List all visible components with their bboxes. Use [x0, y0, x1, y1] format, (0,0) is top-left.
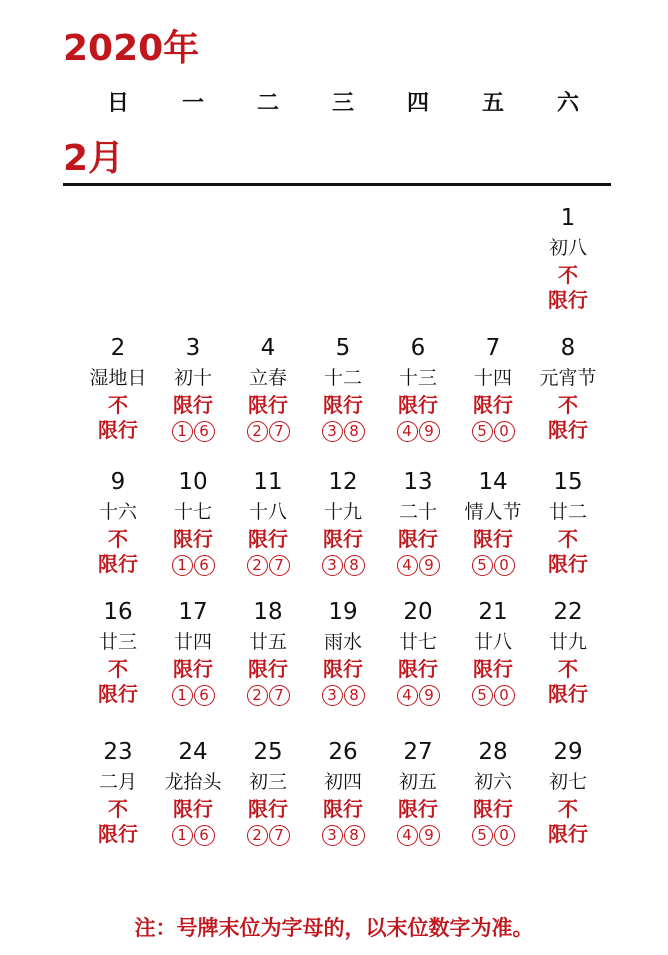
day-number: 29 [553, 739, 583, 765]
circled-digit: 9 [419, 555, 440, 576]
circled-digit: 4 [397, 685, 418, 706]
lunar-date: 廿七 [398, 631, 437, 653]
restriction-status-line2: 限行 [548, 682, 588, 706]
lunar-date: 初五 [398, 771, 437, 793]
lunar-date: 廿三 [98, 631, 137, 653]
day-number: 28 [478, 739, 508, 765]
day-number: 1 [560, 205, 576, 231]
circled-digit: 2 [247, 555, 268, 576]
day-number: 8 [560, 335, 576, 361]
circled-digit: 3 [322, 685, 343, 706]
day-number: 5 [335, 335, 351, 361]
restricted-plate-digits [378, 552, 458, 577]
calendar-day-cell [378, 333, 458, 443]
lunar-date: 二十 [398, 501, 437, 523]
restriction-status: 限行 [398, 527, 438, 551]
restriction-status: 限行 [398, 797, 438, 821]
restriction-status: 限行 [173, 797, 213, 821]
day-number: 12 [328, 469, 358, 495]
restriction-status-line2: 限行 [548, 822, 588, 846]
restriction-status: 不 [108, 527, 128, 551]
lunar-date: 立春 [248, 367, 287, 389]
circled-digit: 1 [172, 555, 193, 576]
circled-digit: 5 [472, 555, 493, 576]
restricted-plate-digits [453, 418, 533, 443]
calendar-day-cell [78, 467, 158, 577]
restricted-plate-digits [228, 552, 308, 577]
day-number: 3 [185, 335, 201, 361]
restriction-status: 限行 [398, 393, 438, 417]
circled-digit: 0 [494, 825, 515, 846]
circled-digit: 6 [194, 825, 215, 846]
year-title: 2020年 [63, 28, 200, 69]
calendar-day-cell [153, 467, 233, 577]
restriction-status: 限行 [323, 657, 363, 681]
header-divider [63, 183, 611, 186]
calendar-day-cell [153, 737, 233, 847]
restriction-status-line2: 限行 [548, 288, 588, 312]
circled-digit: 4 [397, 555, 418, 576]
circled-digit: 9 [419, 825, 440, 846]
circled-digit: 7 [269, 825, 290, 846]
lunar-date: 廿四 [173, 631, 212, 653]
day-number: 2 [110, 335, 126, 361]
restriction-status-line2: 限行 [548, 418, 588, 442]
calendar-day-cell [378, 467, 458, 577]
lunar-date: 龙抬头 [164, 771, 222, 793]
restricted-plate-digits [153, 552, 233, 577]
calendar-day-cell [378, 737, 458, 847]
lunar-date: 十九 [323, 501, 362, 523]
circled-digit: 6 [194, 421, 215, 442]
calendar-day-cell [528, 467, 608, 577]
day-number: 23 [103, 739, 133, 765]
day-number: 21 [478, 599, 508, 625]
circled-digit: 8 [344, 555, 365, 576]
day-number: 26 [328, 739, 358, 765]
weekday-label: 三 [331, 91, 354, 116]
calendar-day-cell [453, 467, 533, 577]
calendar-day-cell [78, 737, 158, 847]
circled-digit: 8 [344, 685, 365, 706]
day-number: 10 [178, 469, 208, 495]
restriction-status: 不 [558, 527, 578, 551]
lunar-date: 湿地日 [89, 367, 147, 389]
restricted-plate-digits [153, 822, 233, 847]
day-number: 16 [103, 599, 133, 625]
restricted-plate-digits [228, 822, 308, 847]
calendar-day-cell [228, 333, 308, 443]
day-number: 7 [485, 335, 501, 361]
restriction-status: 限行 [248, 797, 288, 821]
weekday-label: 二 [256, 91, 279, 116]
restriction-status: 限行 [173, 657, 213, 681]
calendar-day-cell [78, 597, 158, 707]
weekday-label: 五 [481, 91, 504, 116]
circled-digit: 5 [472, 685, 493, 706]
circled-digit: 0 [494, 685, 515, 706]
day-number: 15 [553, 469, 583, 495]
day-number: 27 [403, 739, 433, 765]
restriction-status-line2: 限行 [98, 418, 138, 442]
restriction-status: 限行 [173, 527, 213, 551]
calendar-day-cell [153, 333, 233, 443]
lunar-date: 雨水 [323, 631, 362, 653]
restriction-status: 不 [558, 263, 578, 287]
restricted-plate-digits [453, 552, 533, 577]
day-number: 24 [178, 739, 208, 765]
circled-digit: 7 [269, 421, 290, 442]
calendar-day-cell [453, 597, 533, 707]
circled-digit: 9 [419, 421, 440, 442]
lunar-date: 情人节 [464, 501, 522, 523]
footer-note: 注：号牌末位为字母的，以末位数字为准。 [134, 916, 534, 940]
calendar-day-cell [303, 467, 383, 577]
lunar-date: 十八 [248, 501, 287, 523]
circled-digit: 3 [322, 825, 343, 846]
restriction-status-line2: 限行 [98, 552, 138, 576]
lunar-date: 十二 [323, 367, 362, 389]
restricted-plate-digits [303, 552, 383, 577]
circled-digit: 5 [472, 421, 493, 442]
calendar-day-cell [528, 737, 608, 847]
lunar-date: 廿九 [548, 631, 587, 653]
circled-digit: 3 [322, 421, 343, 442]
circled-digit: 2 [247, 685, 268, 706]
day-number: 4 [260, 335, 276, 361]
day-number: 20 [403, 599, 433, 625]
weekday-label: 日 [106, 91, 129, 116]
restriction-status: 限行 [473, 393, 513, 417]
restricted-plate-digits [453, 822, 533, 847]
lunar-date: 初七 [548, 771, 587, 793]
day-number: 17 [178, 599, 208, 625]
calendar-day-cell [378, 597, 458, 707]
circled-digit: 7 [269, 555, 290, 576]
day-number: 19 [328, 599, 358, 625]
restriction-status: 不 [558, 393, 578, 417]
restricted-plate-digits [303, 418, 383, 443]
weekday-label: 六 [556, 91, 579, 116]
lunar-date: 初四 [323, 771, 362, 793]
restriction-status: 限行 [323, 393, 363, 417]
day-number: 14 [478, 469, 508, 495]
restriction-status: 限行 [473, 657, 513, 681]
circled-digit: 8 [344, 421, 365, 442]
lunar-date: 二月 [98, 771, 137, 793]
circled-digit: 4 [397, 825, 418, 846]
weekday-header [0, 86, 668, 116]
day-number: 6 [410, 335, 426, 361]
calendar-day-cell [453, 333, 533, 443]
lunar-date: 廿二 [548, 501, 587, 523]
circled-digit: 2 [247, 421, 268, 442]
restriction-status-line2: 限行 [98, 822, 138, 846]
lunar-date: 初十 [173, 367, 212, 389]
lunar-date: 元宵节 [539, 367, 597, 389]
day-number: 25 [253, 739, 283, 765]
lunar-date: 初八 [548, 237, 587, 259]
calendar-day-cell [228, 737, 308, 847]
lunar-date: 初六 [473, 771, 512, 793]
circled-digit: 4 [397, 421, 418, 442]
circled-digit: 1 [172, 825, 193, 846]
restricted-plate-digits [378, 682, 458, 707]
circled-digit: 0 [494, 421, 515, 442]
calendar-day-cell [528, 333, 608, 443]
circled-digit: 6 [194, 555, 215, 576]
restriction-status: 限行 [248, 657, 288, 681]
restriction-status: 不 [108, 657, 128, 681]
circled-digit: 9 [419, 685, 440, 706]
restriction-status: 限行 [173, 393, 213, 417]
restricted-plate-digits [453, 682, 533, 707]
day-number: 22 [553, 599, 583, 625]
day-number: 13 [403, 469, 433, 495]
restricted-plate-digits [228, 418, 308, 443]
lunar-date: 廿五 [248, 631, 287, 653]
restriction-status: 不 [558, 657, 578, 681]
circled-digit: 8 [344, 825, 365, 846]
circled-digit: 6 [194, 685, 215, 706]
restriction-status: 不 [108, 797, 128, 821]
circled-digit: 1 [172, 421, 193, 442]
calendar-day-cell [303, 597, 383, 707]
restricted-plate-digits [303, 822, 383, 847]
calendar-day-cell [153, 597, 233, 707]
restricted-plate-digits [303, 682, 383, 707]
restriction-status: 不 [108, 393, 128, 417]
weekday-label: 四 [406, 91, 429, 116]
weekday-label: 一 [181, 91, 204, 116]
restriction-status: 不 [558, 797, 578, 821]
lunar-date: 十四 [473, 367, 512, 389]
circled-digit: 1 [172, 685, 193, 706]
calendar-day-cell [453, 737, 533, 847]
restriction-status: 限行 [323, 527, 363, 551]
restriction-status: 限行 [248, 393, 288, 417]
restricted-plate-digits [378, 822, 458, 847]
day-number: 11 [253, 469, 283, 495]
day-number: 18 [253, 599, 283, 625]
calendar-day-cell [528, 597, 608, 707]
restricted-plate-digits [228, 682, 308, 707]
restriction-status: 限行 [248, 527, 288, 551]
circled-digit: 5 [472, 825, 493, 846]
circled-digit: 0 [494, 555, 515, 576]
calendar-day-cell [228, 597, 308, 707]
restriction-status: 限行 [323, 797, 363, 821]
circled-digit: 2 [247, 825, 268, 846]
lunar-date: 初三 [248, 771, 287, 793]
lunar-date: 十七 [173, 501, 212, 523]
restricted-plate-digits [153, 682, 233, 707]
restricted-plate-digits [153, 418, 233, 443]
circled-digit: 7 [269, 685, 290, 706]
lunar-date: 十三 [398, 367, 437, 389]
restricted-plate-digits [378, 418, 458, 443]
lunar-date: 廿八 [473, 631, 512, 653]
calendar-day-cell [528, 203, 608, 313]
calendar-day-cell [78, 333, 158, 443]
lunar-date: 十六 [98, 501, 137, 523]
restriction-status: 限行 [398, 657, 438, 681]
calendar-day-cell [303, 333, 383, 443]
calendar-day-cell [228, 467, 308, 577]
month-title: 2月 [63, 138, 125, 179]
restriction-status: 限行 [473, 797, 513, 821]
circled-digit: 3 [322, 555, 343, 576]
day-number: 9 [110, 469, 126, 495]
calendar-day-cell [303, 737, 383, 847]
restriction-status: 限行 [473, 527, 513, 551]
restriction-status-line2: 限行 [548, 552, 588, 576]
restriction-status-line2: 限行 [98, 682, 138, 706]
